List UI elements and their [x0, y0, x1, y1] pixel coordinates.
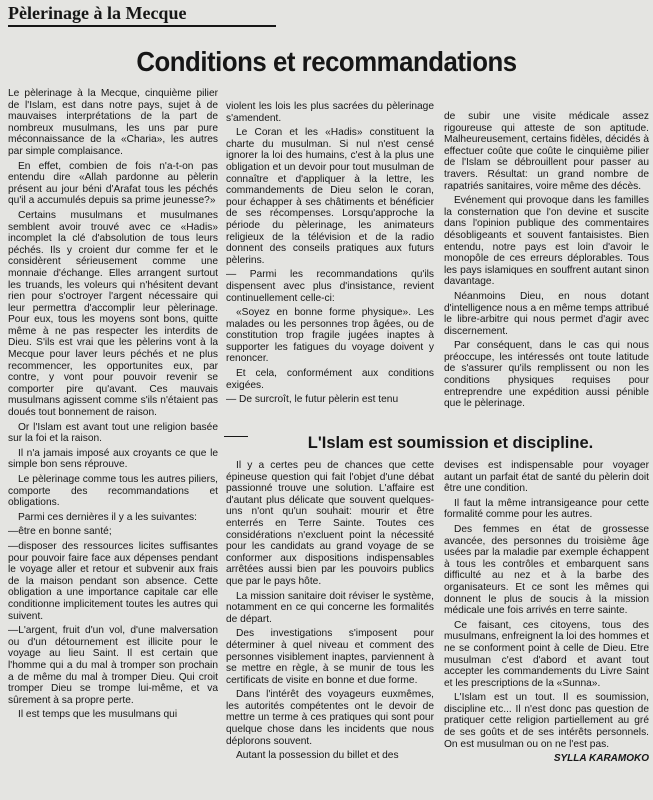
section-subheading: L'Islam est soumission et discipline. [248, 434, 653, 453]
paragraph: Evénement qui provoque dans les familles la consternation que l'on devine et suscite dans l'opinion publique des commentaires désobligeants et souvent fantaisistes. Bien entendu, notre pays est loin d'avoir le monopôle de ces erreurs déplorables. Tous les pays islamiques en souffrent autant sinon davantage. [444, 195, 649, 288]
list-item: —L'argent, fruit d'un vol, d'une malversation ou d'un détournement est illicite pour le voyage au lieu Saint. Il est certain que l'homme qui a du mal à tromper son prochain a de même du mal à tromper Dieu. Qui croit tromper Dieu se trompe lui-même, et va sûrement à sa propre perte. [8, 625, 218, 706]
paragraph: Il faut la même intransigeance pour cette formalité comme pour les autres. [444, 497, 649, 521]
paragraph: Parmi ces dernières il y a les suivantes: [18, 511, 197, 523]
paragraph: Le pèlerinage à la Mecque, cinquième pilier de l'Islam, est dans notre pays, sujet à de mauvaises interprétations de la part de nombreux musulmans, les uns par pure méconnaissance de la «Charia», les autres par simple complaisance. [8, 88, 218, 157]
paragraph: Le pèlerinage comme tous les autres piliers, comporte des recommandations et obligations. [8, 474, 218, 509]
paragraph: Néanmoins Dieu, en nous dotant d'intelligence nous a en même temps attribué le libre-arbitre qui nous permet d'agir avec discernement. [444, 290, 649, 337]
paragraph: Des investigations s'imposent pour déterminer à quel niveau et comment des personnes visiblement inaptes, parviennent à se mettre en règle, à se munir de tous les certificats de visite en bonne et due forme. [226, 628, 434, 686]
column-4 [226, 460, 434, 796]
paragraph: Il y a certes peu de chances que cette épineuse question qui fait l'objet d'une débat passionné trouve une solution. L'affaire est d'autant plus délicate que souvent quelques-uns n'ont qu'un souhait: mourir et être enterrés en Terre Sainte. Toutes ces considérations n'excluent point la nécessité pour les candidats au grand voyage de se conformer aux dispositions indispensables arrêtées aussi bien par les pouvoirs publics que par le pays hôte. [226, 460, 434, 587]
paragraph: L'Islam est un tout. Il es soumission, discipline etc... Il n'est donc pas question de pratiquer cette religion partiellement au gré de ses goûts et de ses intérêts personnels. On est musulman ou on ne l'est pas. [444, 692, 649, 750]
paragraph: En effet, combien de fois n'a-t-on pas entendu dire «Allah pardonne au pèlerin présent au jour béni d'Arafat tous les péchés qu'il a accumulés depuis sa prime jeunesse?» [8, 160, 218, 207]
headline: Conditions et recommandations [136, 46, 517, 77]
paragraph: Dans l'intérêt des voyageurs euxmêmes, les autorités compétentes ont le devoir de mettre un terme à ces pratiques qui sont pour quelque chose dans les incidents que nous déplorons souvent. [226, 689, 434, 747]
kicker-title: Pèlerinage à la Mecque [8, 3, 276, 27]
paragraph: — Parmi les recommandations qu'ils dispensent avec plus d'insistance, revient continuellement celle-ci: [226, 269, 434, 304]
list-item: —disposer des ressources licites suffisantes pour pouvoir faire face aux dépenses pendant le voyage aller et retour et subvenir aux frais de la maison pendant son absence. Cette obligation a une importance capitale car elle conditionne implicitement toutes les autres qui suivent. [8, 540, 218, 622]
column-5 [444, 460, 649, 796]
paragraph: Des femmes en état de grossesse avancée, des personnes du troisième âge usées par la maladie par exemple échappent à tous les contrôles et embarquent sans difficulté au nez et à la barbe des organisateurs. Et ce sont les mêmes qui donnent le plus de soucis à la mission médicale une fois arrivés en terre sainte. [444, 523, 649, 617]
paragraph: — De surcroît, le futur pèlerin est tenu [226, 394, 399, 406]
paragraph: La mission sanitaire doit réviser le système, notamment en ce qui concerne les formalités de départ. [226, 590, 434, 625]
paragraph: Autant la possession du billet et des [236, 750, 399, 762]
paragraph: Certains musulmans et musulmanes semblent avoir trouvé avec ce «Hadis» incomplet la clé d'absolution de tous leurs péchés. Ils y croient dur comme fer et le considèrent sérieusement comme une monnaie d'échange. Elles arrangent surtout les truands, les voleurs qui n'hésitent devant rien pour s'octroyer l'argent nécessaire qui leur permettra d'accomplir leur pèlerinage. Pour eux, tous les moyens sont bons, quitte même à ne pas respecter les interdits de Dieu. S'ils est vrai que les pèlerins vont à la Mecque pour laver leurs péchés et ne plus recommencer, les opportunites eux, par contre, y vont pour pouvoir revenir se comporter pire qu'avant. Ces mauvais musulmans agissent comme s'ils n'étaient pas doués tout bonnement de raison. [8, 209, 218, 419]
paragraph: Le Coran et les «Hadis» constituent la charte du musulman. Si nul n'est censé ignorer la loi des humains, c'est à la plus une obligation et un devoir pour tout musulman de connaître et d'appliquer à la lettre, les commandements de Dieu selon le coran, pour échapper à ses châtiments et bénéficier de ses récompenses. Lorsqu'approche la période du pèlerinage, les animateurs religieux de la télévision et de la radio donnent des conseils pratiques aux futurs pèlerins. [226, 127, 434, 266]
paragraph: Par conséquent, dans le cas qui nous préoccupe, les intéressés ont toute latitude de s'assurer qu'ils remplissent ou non les conditions physiques requises pour entreprendre une expédition aussi pénible que le pèlerinage. [444, 340, 649, 410]
paragraph: violent les lois les plus sacrées du pèlerinage s'amendent. [226, 101, 434, 124]
paragraph: Or l'Islam est avant tout une religion basée sur la foi et la raison. [8, 421, 218, 445]
paragraph: Ce faisant, ces citoyens, tous des musulmans, enfreignent la loi des hommes et ne se conforment point à celle de Dieu. Etre musulman c'est d'abord et avant tout accepter les commandements du Livre Saint et les prescriptions de la «Sunna». [444, 619, 649, 689]
column-1 [8, 88, 218, 796]
paragraph: Et cela, conformément aux conditions exigées. [226, 368, 434, 391]
author-signature: SYLLA KARAMOKO [553, 753, 649, 765]
paragraph: Il est temps que les musulmans qui [18, 709, 178, 721]
list-item: —être en bonne santé; [8, 526, 112, 538]
paragraph: «Soyez en bonne forme physique». Les malades ou les personnes trop âgées, ou de constitution trop fragile jugées inaptes à supporter les fatigues du voyage doivent y renoncer. [226, 307, 434, 365]
paragraph: devises est indispensable pour voyager autant un parfait état de santé du pèlerin doit être une condition. [444, 460, 649, 495]
column-2 [226, 101, 434, 423]
paragraph: de subir une visite médicale assez rigoureuse qui atteste de son aptitude. Malheureusement, certains fidèles, décidés à effectuer coûte que coûte le cinquième pilier de l'Islam se débrouillent pour passer au travers. Résultat: un grand nombre de rapatriés sanitaires, voire même des décès. [444, 111, 649, 192]
column-3 [444, 111, 649, 423]
paragraph: Il n'a jamais imposé aux croyants ce que le simple bon sens réprouve. [8, 447, 218, 471]
